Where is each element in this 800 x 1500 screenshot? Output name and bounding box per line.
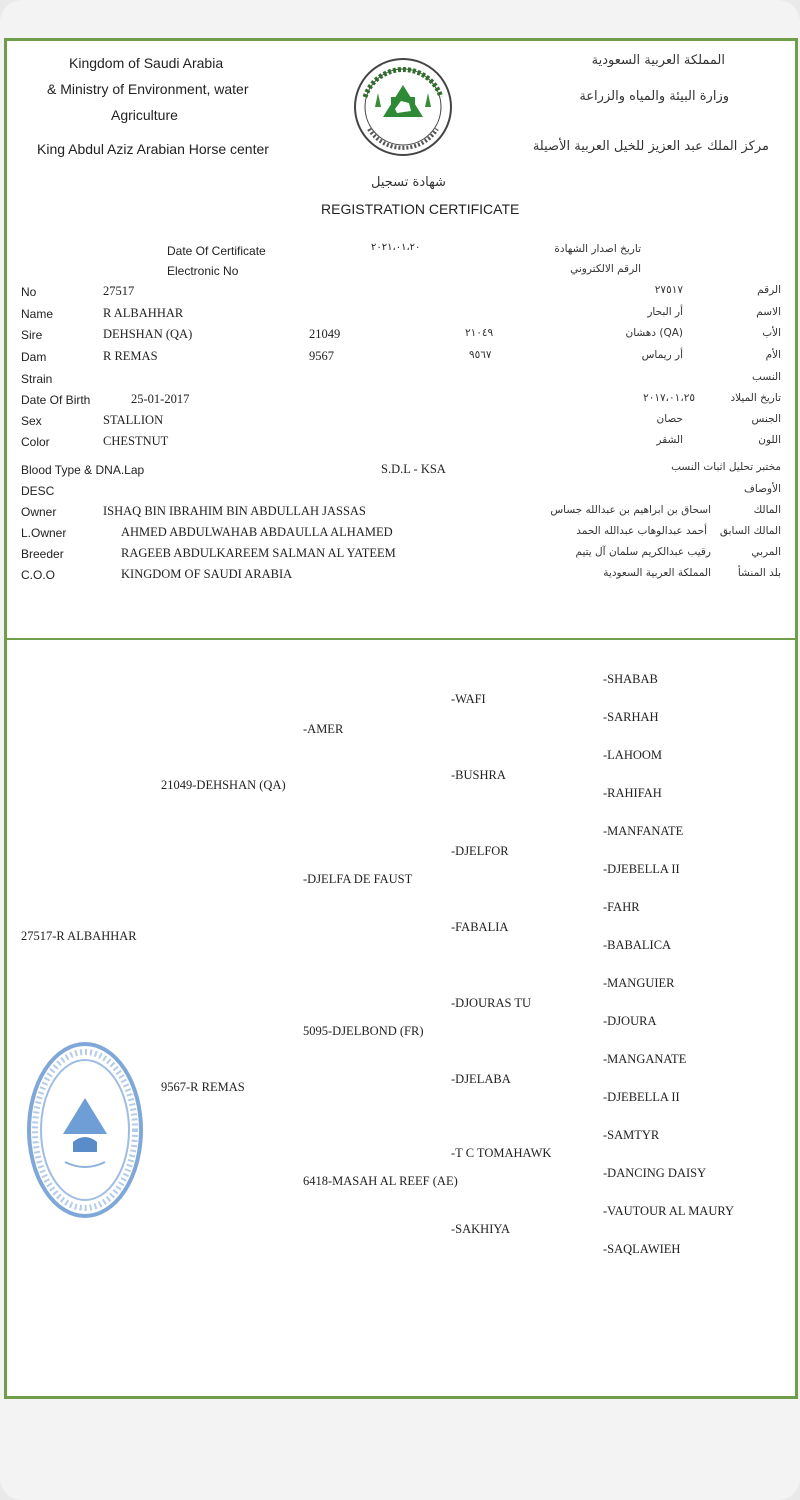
pedigree-sire: 21049-DEHSHAN (QA) [161,778,286,792]
field-value: 27517 [103,284,135,298]
person-label: L.Owner [21,526,67,540]
person-ar-value: المملكة العربية السعودية [603,567,711,579]
date-value: ٢٠٢١،٠١،٢٠ [371,242,421,253]
blood-value: S.D.L - KSA [381,462,446,476]
desc-ar-label: الأوصاف [744,483,781,495]
pedigree-gen4: -SARHAH [603,710,659,724]
field-ar-value: أر البحار [647,306,683,318]
field-label: Sire [21,328,43,342]
field-ar-label: النسب [752,371,781,383]
field-ar-value: ٢٠١٧،٠١،٢٥ [643,392,695,404]
field-ar-label: الأم [765,349,781,361]
field-ar-value: أر ريماس [641,349,683,361]
person-value: ISHAQ BIN IBRAHIM BIN ABDULLAH JASSAS [103,504,366,518]
pedigree-gen3: -DJOURAS TU [451,996,531,1010]
field-number: 21049 [309,327,341,341]
field-number-ar: ٩٥٦٧ [469,349,492,361]
header-ar-line1: المملكة العربية السعودية [591,53,725,68]
person-label: Owner [21,505,57,519]
pedigree-gen3: -DJELFOR [451,844,509,858]
logo-emblem [351,47,455,171]
field-value: 25-01-2017 [131,392,190,406]
header-ar-line3: مركز الملك عبد العزيز للخيل العربية الأصيلة [532,139,769,154]
pedigree-gen3: -BUSHRA [451,768,506,782]
field-ar-value: الشقر [656,434,683,446]
field-label: Dam [21,350,47,364]
pedigree-gen4: -BABALICA [603,938,672,952]
desc-label: DESC [21,484,55,498]
field-ar-value: ٢٧٥١٧ [654,284,683,296]
field-label: No [21,285,37,299]
pedigree-gen4: -DJEBELLA II [603,862,680,876]
date-label-ar: تاريخ اصدار الشهادة [554,243,641,255]
pedigree-gen2: -AMER [303,722,344,736]
person-label: C.O.O [21,568,56,582]
person-value: KINGDOM OF SAUDI ARABIA [121,567,293,581]
person-ar-label: المالك السابق [719,525,781,537]
person-value: RAGEEB ABDULKAREEM SALMAN AL YATEEM [121,546,396,560]
pedigree-gen3: -SAKHIYA [451,1222,511,1236]
person-value: AHMED ABDULWAHAB ABDAULLA ALHAMED [121,525,393,539]
field-number-ar: ٢١٠٤٩ [465,327,494,339]
person-ar-value: اسحاق بن ابراهيم بن عبدالله جساس [550,504,711,516]
pedigree-gen2: -DJELFA DE FAUST [303,872,413,886]
pedigree-gen4: -LAHOOM [603,748,663,762]
field-label: Date Of Birth [21,393,91,407]
field-label: Sex [21,414,42,428]
pedigree-gen4: -MANFANATE [603,824,684,838]
date-label: Date Of Certificate [167,244,266,258]
field-ar-label: اللون [758,434,781,446]
certificate-panel [4,38,798,642]
pedigree-gen4: -SAQLAWIEH [603,1242,681,1256]
person-ar-value: رقيب عبدالكريم سلمان آل يتيم [575,546,711,558]
pedigree-gen4: -DANCING DAISY [603,1166,707,1180]
field-value: R ALBAHHAR [103,306,184,320]
header-en-line4: King Abdul Aziz Arabian Horse center [37,141,269,157]
pedigree-gen4: -MANGANATE [603,1052,687,1066]
pedigree-gen4: -SHABAB [603,672,658,686]
field-ar-value: حصان [656,413,683,425]
pedigree-gen4: -DJOURA [603,1014,657,1028]
blood-ar-label: مختبر تحليل اثبات النسب [671,461,781,473]
field-value: CHESTNUT [103,434,169,448]
pedigree-gen2: 6418-MASAH AL REEF (AE) [303,1174,458,1188]
field-value: STALLION [103,413,164,427]
pedigree-gen4: -VAUTOUR AL MAURY [603,1204,735,1218]
field-ar-label: الاسم [756,306,781,318]
pedigree-gen4: -SAMTYR [603,1128,660,1142]
title-en: REGISTRATION CERTIFICATE [321,201,520,217]
field-label: Color [21,435,50,449]
person-ar-label: المالك [753,504,781,516]
person-ar-label: بلد المنشأ [737,567,781,579]
field-label: Name [21,307,54,321]
field-ar-label: الأب [762,327,781,339]
pedigree-gen3: -WAFI [451,692,486,706]
pedigree-gen3: -T C TOMAHAWK [451,1146,552,1160]
field-label: Strain [21,372,53,386]
pedigree-gen2: 5095-DJELBOND (FR) [303,1024,424,1038]
field-number: 9567 [309,349,334,363]
pedigree-panel [4,638,798,1399]
field-value: DEHSHAN (QA) [103,327,193,341]
person-ar-value: أحمد عبدالوهاب عبدالله الحمد [576,525,707,537]
electronic-label-ar: الرقم الالكتروني [570,263,641,275]
person-label: Breeder [21,547,64,561]
title-ar: شهادة تسجيل [371,175,446,190]
field-value: R REMAS [103,349,158,363]
pedigree-gen3: -DJELABA [451,1072,511,1086]
field-ar-label: الجنس [751,413,781,425]
header-en-line1: Kingdom of Saudi Arabia [69,55,224,71]
pedigree-gen4: -DJEBELLA II [603,1090,680,1104]
pedigree-dam: 9567-R REMAS [161,1080,245,1094]
header-en-line2: & Ministry of Environment, water [47,81,249,97]
field-ar-label: تاريخ الميلاد [730,392,781,404]
blood-label: Blood Type & DNA.Lap [21,463,145,477]
header-ar-line2: وزارة البيئة والمياه والزراعة [579,89,729,104]
official-stamp [25,1038,145,1222]
header-en-line3: Agriculture [111,107,178,123]
pedigree-gen4: -MANGUIER [603,976,675,990]
field-ar-value: (QA) دهشان [625,327,683,339]
pedigree-gen4: -RAHIFAH [603,786,662,800]
pedigree-subject: 27517-R ALBAHHAR [21,929,137,943]
person-ar-label: المربي [751,546,781,558]
pedigree-gen3: -FABALIA [451,920,509,934]
field-ar-label: الرقم [757,284,781,296]
electronic-label: Electronic No [167,264,239,278]
pedigree-gen4: -FAHR [603,900,640,914]
